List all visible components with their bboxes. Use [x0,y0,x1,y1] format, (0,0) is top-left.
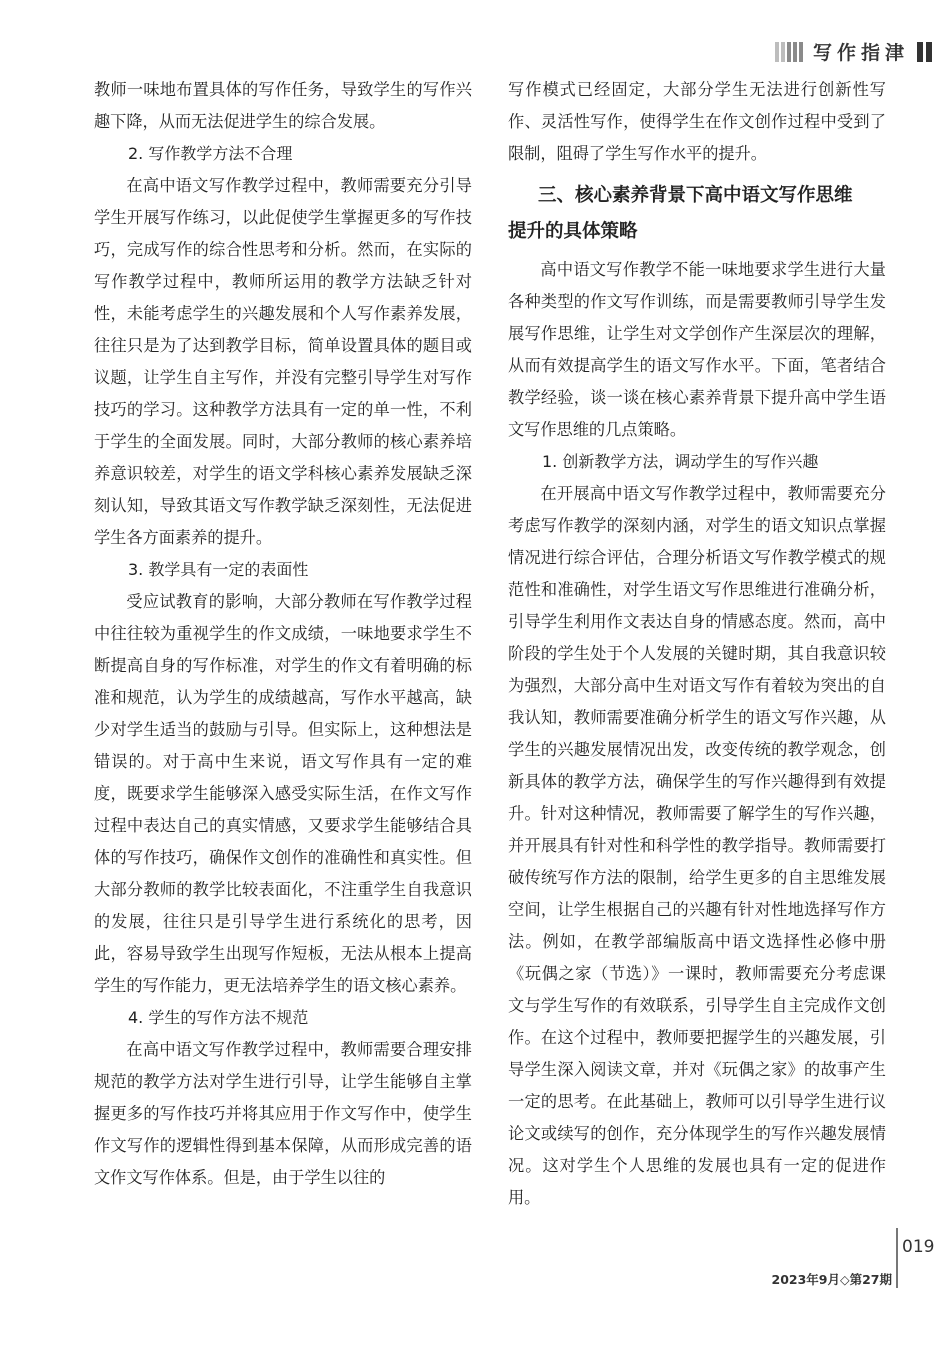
paragraph: 受应试教育的影响，大部分教师在写作教学过程中往往较为重视学生的作文成绩，一味地要求学生不断提高自身的写作标准，对学生的作文有着明确的标准和规范，认为学生的成绩越高，写作水平越高，缺少对学生适当的鼓励与引导。但实际上，这种想法是错误的。对于高中生来说，语文写作具有一定的难度，既要求学生能够深入感受实际生活，在作文写作过程中表达自己的真实情感，又要求学生能够结合具体的写作技巧，确保作文创作的准确性和真实性。但大部分教师的教学比较表面化，不注重学生自我意识的发展，往往只是引导学生进行系统化的思考，因此，容易导致学生出现写作短板，无法从根本上提高学生的写作能力，更无法培养学生的语文核心素养。 [94,592,472,995]
header-decoration-right [917,42,932,62]
header-decoration-left [775,42,803,62]
paragraph: 写作模式已经固定，大部分学生无法进行创新性写作、灵活性写作，使得学生在作文创作过程中受到了限制，阻碍了学生写作水平的提升。 [508,80,886,163]
subheading: 4. 学生的写作方法不规范 [128,1008,309,1027]
left-column [94,74,472,1194]
paragraph: 在高中语文写作教学过程中，教师需要充分引导学生开展写作练习，以此促使学生掌握更多的写作技巧，完成写作的综合性思考和分析。然而，在实际的写作教学过程中，教师所运用的教学方法缺乏针对性，未能考虑学生的兴趣发展和个人写作素养发展，往往只是为了达到教学目标，简单设置具体的题目或议题，让学生自主写作，并没有完整引导学生对写作技巧的学习。这种教学方法具有一定的单一性，不利于学生的全面发展。同时，大部分教师的核心素养培养意识较差，对学生的语文学科核心素养发展缺乏深刻认知，导致其语文写作教学缺乏深刻性，无法促进学生各方面素养的提升。 [94,176,472,547]
paragraph: 教师一味地布置具体的写作任务，导致学生的写作兴趣下降，从而无法促进学生的综合发展。 [94,80,472,131]
running-header [775,38,932,65]
page-number-divider [896,1228,898,1288]
section-heading [508,178,886,250]
section-heading-line1: 三、核心素养背景下高中语文写作思维 [538,185,853,206]
issue-date: 2023年9月◇第27期 [771,1272,892,1287]
subheading: 1. 创新教学方法，调动学生的写作兴趣 [542,452,819,471]
paragraph: 高中语文写作教学不能一味地要求学生进行大量各种类型的作文写作训练，而是需要教师引导学生发展写作思维，让学生对文学创作产生深层次的理解，从而有效提高学生的语文写作水平。下面，笔者结合教学经验，谈一谈在核心素养背景下提升高中学生语文写作思维的几点策略。 [508,260,886,439]
paragraph: 在高中语文写作教学过程中，教师需要合理安排规范的教学方法对学生进行引导，让学生能够自主掌握更多的写作技巧并将其应用于作文写作中，使学生作文写作的逻辑性得到基本保障，从而形成完善的语文作文写作体系。但是，由于学生以往的 [94,1040,472,1187]
page-number: 019 [902,1237,935,1257]
section-heading-line2: 提升的具体策略 [508,221,638,242]
subheading: 2. 写作教学方法不合理 [128,144,293,163]
header-title: 写作指津 [812,42,909,64]
right-column [508,74,886,1214]
paragraph: 在开展高中语文写作教学过程中，教师需要充分考虑写作教学的深刻内涵，对学生的语文知识点掌握情况进行综合评估，合理分析语文写作教学模式的规范性和准确性，对学生语文写作思维进行准确分析，引导学生利用作文表达自身的情感态度。然而，高中阶段的学生处于个人发展的关键时期，其自我意识较为强烈，大部分高中生对语文写作有着较为突出的自我认知，教师需要准确分析学生的语文写作兴趣，从学生的兴趣发展情况出发，改变传统的教学观念，创新具体的教学方法，确保学生的写作兴趣得到有效提升。针对这种情况，教师需要了解学生的写作兴趣，并开展具有针对性和科学性的教学指导。教师需要打破传统写作方法的限制，给学生更多的自主思维发展空间，让学生根据自己的兴趣有针对性地选择写作方法。例如，在教学部编版高中语文选择性必修中册《玩偶之家（节选）》一课时，教师需要充分考虑课文与学生写作的有效联系，引导学生自主完成作文创作。在这个过程中，教师要把握学生的兴趣发展，引导学生深入阅读文章，并对《玩偶之家》的故事产生一定的思考。在此基础上，教师可以引导学生进行议论文或续写的创作，充分体现学生的写作兴趣发展情况。这对学生个人思维的发展也具有一定的促进作用。 [508,484,886,1207]
subheading: 3. 教学具有一定的表面性 [128,560,309,579]
